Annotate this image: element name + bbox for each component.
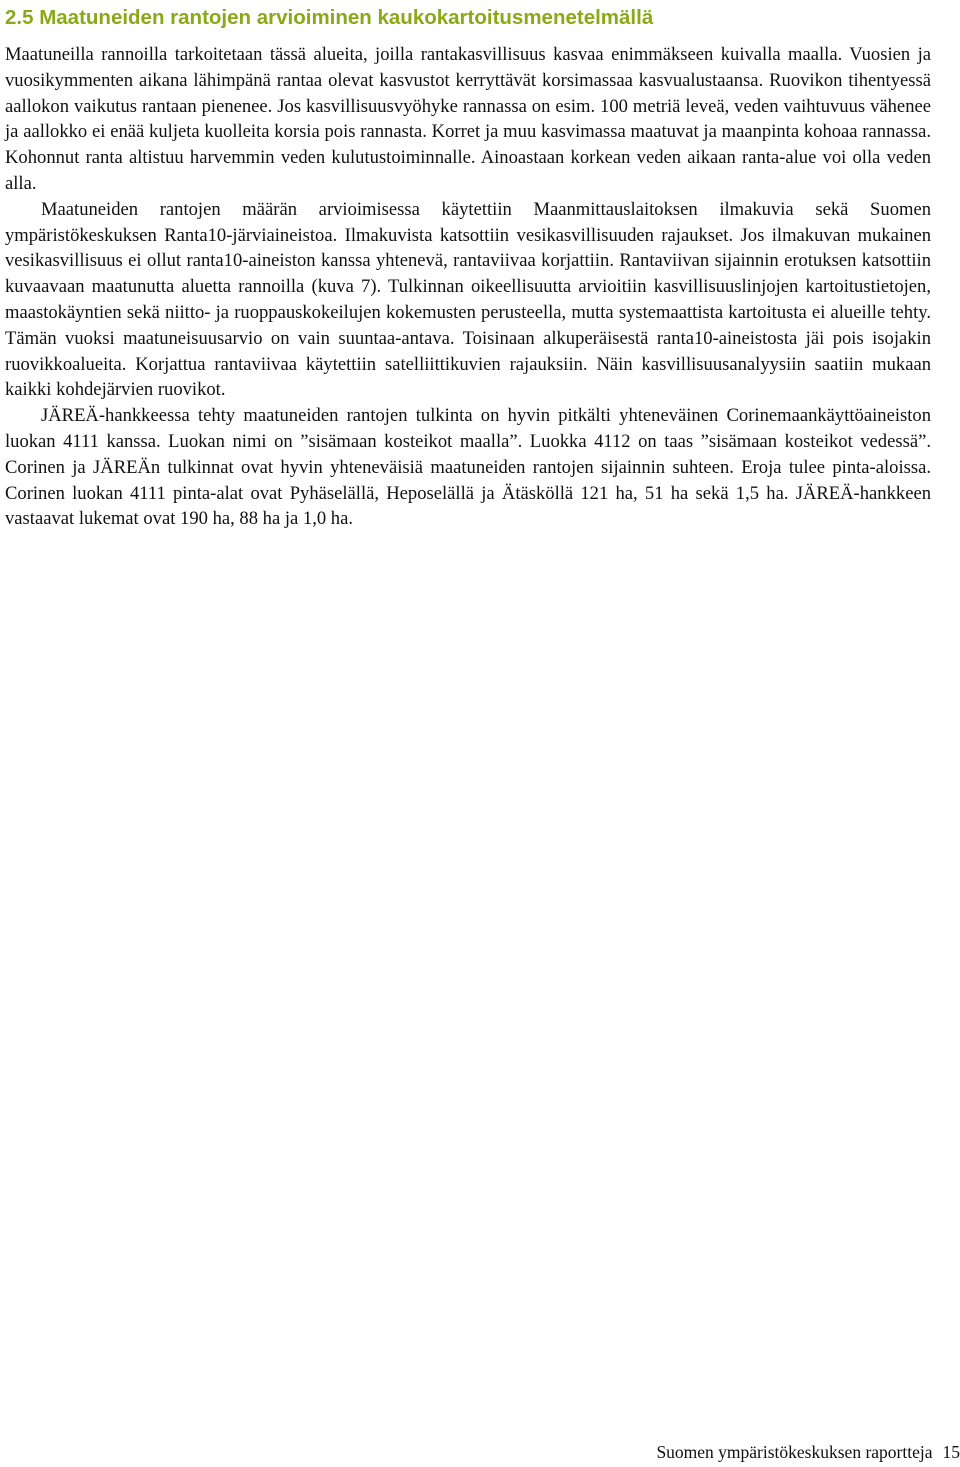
page-footer: [656, 1442, 960, 1462]
document-page: [5, 0, 931, 532]
footer-series-title: Suomen ympäristökeskuksen raportteja: [656, 1442, 933, 1462]
paragraph-2: Maatuneiden rantojen määrän arvioimisessa käytettiin Maanmittauslaitoksen ilmakuvia sekä Suomen ympäristökeskuksen Ranta10-järviaineistoa. Ilmakuvista katsottiin vesikasvillisuuden rajaukset. Jos ilmakuvan mukainen vesikasvillisuus ei ollut ranta10-aineiston kanssa yhtenevä, rantaviivaa korjattiin. Rantaviivan sijainnin erotuksen katsottiin kuvaavaan maatunutta aluetta rannoilla (kuva 7). Tulkinnan oikeellisuutta arvioitiin kasvillisuuslinjojen kartoitustietojen, maastokäyntien sekä niitto- ja ruoppauskokeilujen kokemusten perusteella, mutta systemaattista kartoitusta ei alueille tehty. Tämän vuoksi maatuneisuusarvio on vain suuntaa-antava. Toisinaan alkuperäisestä ranta10-aineistosta jäi pois isojakin ruovikkoalueita. Korjattua rantaviivaa käytettiin satelliittikuvien rajauksiin. Näin kasvillisuusanalyysiin saatiin mukaan kaikki kohdejärvien ruovikot.: [5, 198, 931, 401]
section-heading: 2.5 Maatuneiden rantojen arvioiminen kaukokartoitusmenetelmällä: [5, 6, 654, 29]
page-number: 15: [942, 1442, 960, 1462]
paragraph-1: Maatuneilla rannoilla tarkoitetaan tässä alueita, joilla rantakasvillisuus kasvaa enimmäkseen kuivalla maalla. Vuosien ja vuosikymmenten aikana lähimpänä rantaa olevat kasvustot kerryttävät korsimassaa kasvualustaansa. Ruovikon tihentyessä aallokon vaikutus rantaan pienenee. Jos kasvillisuusvyöhyke rannassa on esim. 100 metriä leveä, veden vaihtuvuus vähenee ja aallokko ei enää kuljeta kuolleita korsia pois rannasta. Korret ja muu kasvimassa maatuvat ja maanpinta kohoaa rannassa. Kohonnut ranta altistuu harvemmin veden kulutustoiminnalle. Ainoastaan korkean veden aikaan ranta-alue voi olla veden alla.: [5, 44, 931, 194]
paragraph-3: JÄREÄ-hankkeessa tehty maatuneiden rantojen tulkinta on hyvin pitkälti yhteneväinen Corinemaankäyttöaineiston luokan 4111 kanssa. Luokan nimi on ”sisämaan kosteikot maalla”. Luokka 4112 on taas ”sisämaan kosteikot vedessä”. Corinen ja JÄREÄn tulkinnat ovat hyvin yhteneväisiä maatuneiden rantojen sijainnin suhteen. Eroja tulee pinta-aloissa. Corinen luokan 4111 pinta-alat ovat Pyhäselällä, Heposelällä ja Ätäsköllä 121 ha, 51 ha sekä 1,5 ha. JÄREÄ-hankkeen vastaavat lukemat ovat 190 ha, 88 ha ja 1,0 ha.: [5, 405, 931, 530]
